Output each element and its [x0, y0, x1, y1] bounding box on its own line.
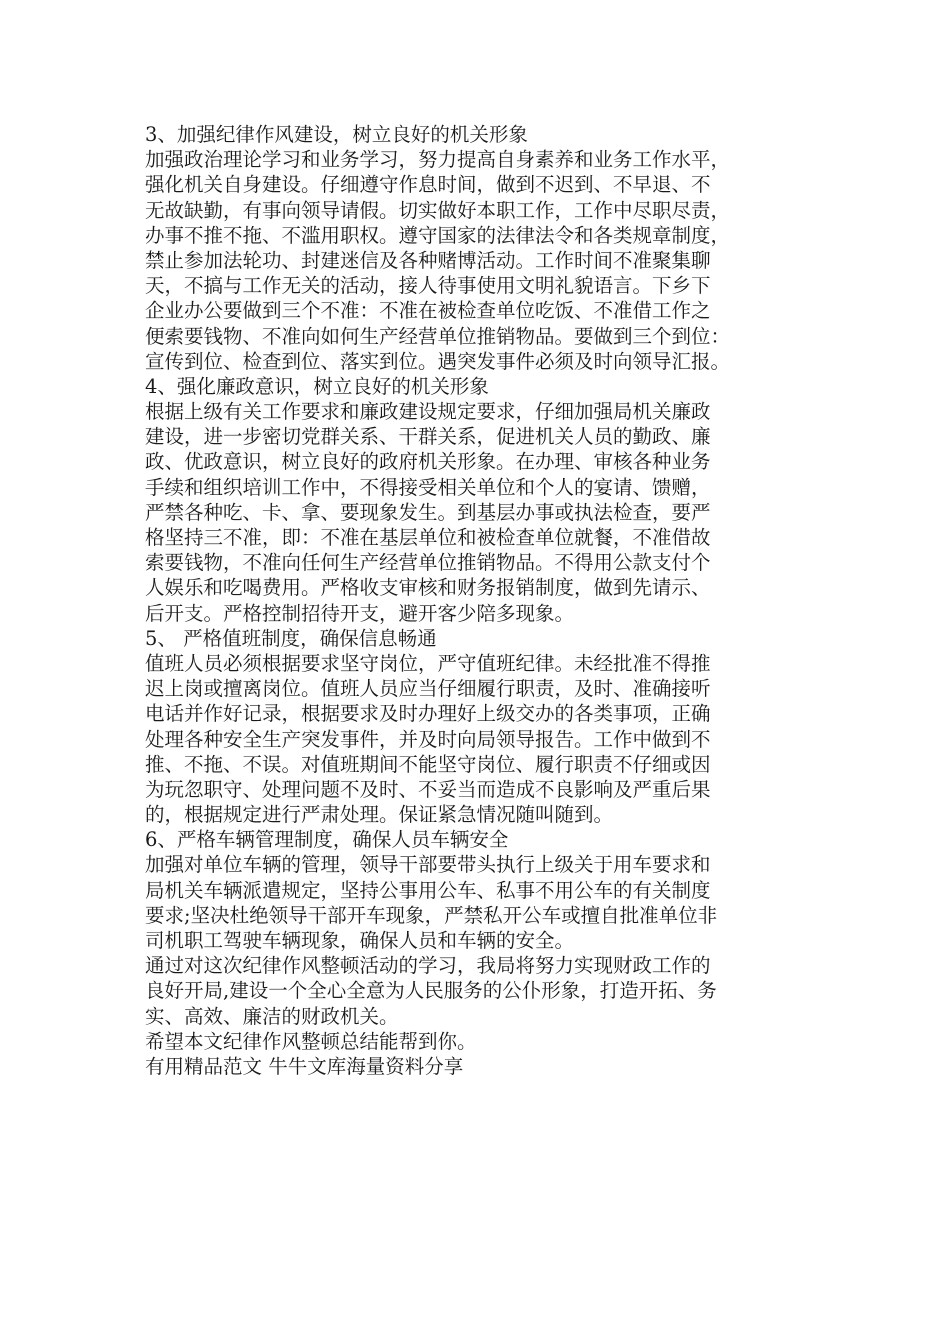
- heading-section-5: 5、 严格值班制度，确保信息畅通: [145, 626, 437, 650]
- conclusion-line: 通过对这次纪律作风整顿活动的学习，我局将努力实现财政工作的: [145, 954, 711, 978]
- document-body: [145, 122, 815, 1079]
- heading-section-4: 4、强化廉政意识，树立良好的机关形象: [145, 374, 489, 398]
- text-line: 要求;坚决杜绝领导干部开车现象，严禁私开公车或擅自批准单位非: [145, 903, 718, 927]
- text-line: 严禁各种吃、卡、拿、要现象发生。到基层办事或执法检查，要严: [145, 500, 711, 524]
- conclusion-line: 良好开局,建设一个全心全意为人民服务的公仆形象，打造开拓、务: [145, 979, 717, 1003]
- text-line: 局机关车辆派遣规定，坚持公事用公车、私事不用公车的有关制度: [145, 878, 711, 902]
- footer-line: 有用精品范文 牛牛文库海量资料分享: [145, 1054, 464, 1078]
- text-line: 的，根据规定进行严肃处理。保证紧急情况随叫随到。: [145, 803, 614, 827]
- text-line: 强化机关自身建设。仔细遵守作息时间，做到不迟到、不早退、不: [145, 173, 711, 197]
- text-line: 加强对单位车辆的管理，领导干部要带头执行上级关于用车要求和: [145, 853, 711, 877]
- text-line: 处理各种安全生产突发事件，并及时向局领导报告。工作中做到不: [145, 727, 711, 751]
- text-line: 手续和组织培训工作中，不得接受相关单位和个人的宴请、馈赠，: [145, 475, 711, 499]
- text-line: 后开支。严格控制招待开支，避开客少陪多现象。: [145, 601, 575, 625]
- text-line: 迟上岗或擅离岗位。值班人员应当仔细履行职责，及时、准确接听: [145, 677, 711, 701]
- heading-section-6: 6、严格车辆管理制度，确保人员车辆安全: [145, 828, 509, 852]
- conclusion-line: 实、高效、廉洁的财政机关。: [145, 1004, 399, 1028]
- text-line: 根据上级有关工作要求和廉政建设规定要求，仔细加强局机关廉政: [145, 400, 711, 424]
- closing-line: 希望本文纪律作风整顿总结能帮到你。: [145, 1029, 477, 1053]
- text-line: 电话并作好记录，根据要求及时办理好上级交办的各类事项，正确: [145, 702, 711, 726]
- text-line: 便索要钱物、不准向如何生产经营单位推销物品。要做到三个到位：: [145, 324, 731, 348]
- text-line: 为玩忽职守、处理问题不及时、不妥当而造成不良影响及严重后果: [145, 777, 711, 801]
- text-line: 办事不推不拖、不滥用职权。遵守国家的法律法令和各类规章制度，: [145, 223, 731, 247]
- text-line: 建设，进一步密切党群关系、干群关系，促进机关人员的勤政、廉: [145, 425, 711, 449]
- text-line: 无故缺勤，有事向领导请假。切实做好本职工作，工作中尽职尽责，: [145, 198, 731, 222]
- text-line: 人娱乐和吃喝费用。严格收支审核和财务报销制度，做到先请示、: [145, 576, 711, 600]
- text-line: 宣传到位、检查到位、落实到位。遇突发事件必须及时向领导汇报。: [145, 349, 731, 373]
- text-line: 企业办公要做到三个不准：不准在被检查单位吃饭、不准借工作之: [145, 299, 711, 323]
- text-line: 索要钱物，不准向任何生产经营单位推销物品。不得用公款支付个: [145, 551, 711, 575]
- text-line: 值班人员必须根据要求坚守岗位，严守值班纪律。未经批准不得推: [145, 651, 711, 675]
- text-line: 推、不拖、不误。对值班期间不能坚守岗位、履行职责不仔细或因: [145, 752, 711, 776]
- text-line: 政、优政意识，树立良好的政府机关形象。在办理、审核各种业务: [145, 450, 711, 474]
- text-line: 司机职工驾驶车辆现象，确保人员和车辆的安全。: [145, 929, 575, 952]
- text-line: 天，不搞与工作无关的活动，接人待事使用文明礼貌语言。下乡下: [145, 274, 711, 298]
- text-line: 格坚持三不准，即：不准在基层单位和被检查单位就餐，不准借故: [145, 526, 711, 549]
- text-line: 禁止参加法轮功、封建迷信及各种赌博活动。工作时间不准聚集聊: [145, 248, 711, 272]
- heading-section-3: 3、加强纪律作风建设，树立良好的机关形象: [145, 123, 528, 146]
- text-line: 加强政治理论学习和业务学习，努力提高自身素养和业务工作水平，: [145, 148, 731, 172]
